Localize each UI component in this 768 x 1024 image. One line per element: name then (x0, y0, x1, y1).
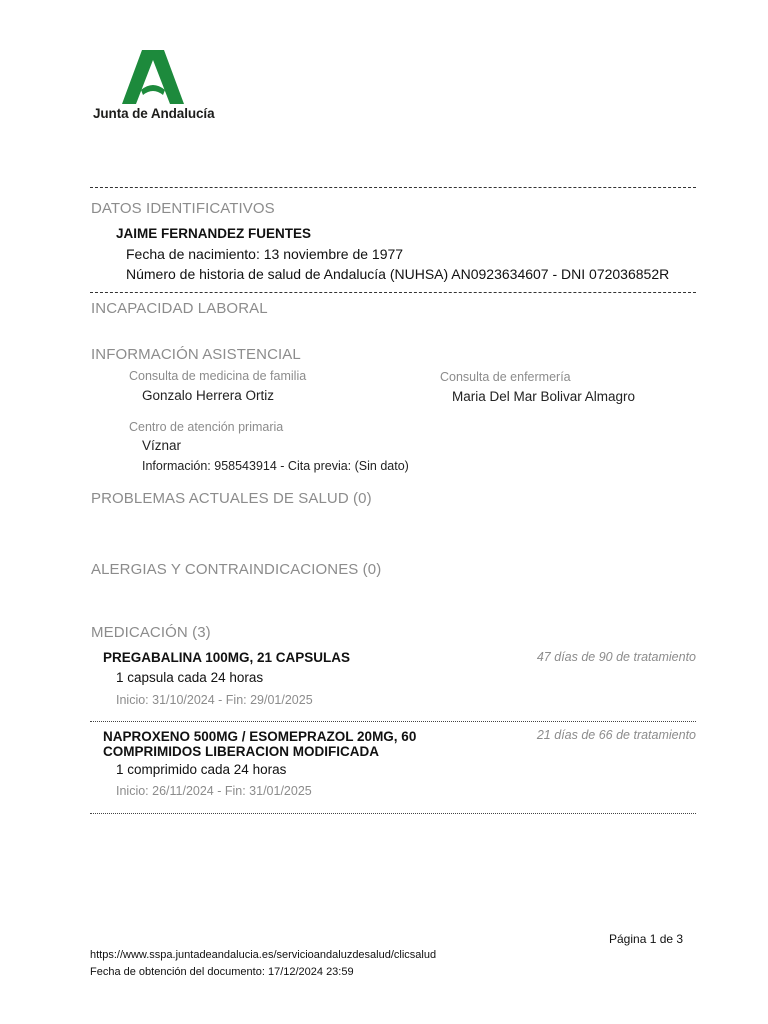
medication-dose: 1 comprimido cada 24 horas (116, 762, 287, 777)
family-doctor-name: Gonzalo Herrera Ortiz (142, 388, 275, 403)
allergies-heading: ALERGIAS Y CONTRAINDICACIONES (0) (91, 561, 382, 578)
health-record-number: Número de historia de salud de Andalucía (NUHSA) AN0923634607 - DNI 072036852R (126, 266, 670, 282)
nurse-name: Maria Del Mar Bolivar Almagro (452, 389, 636, 404)
page-number: Página 1 de 3 (609, 932, 684, 946)
primary-care-center: Víznar (142, 438, 182, 453)
primary-care-info: Información: 958543914 - Cita previa: (Sin dato) (142, 459, 409, 473)
birth-date: Fecha de nacimiento: 13 noviembre de 1977 (126, 246, 404, 262)
primary-care-label: Centro de atención primaria (129, 420, 284, 434)
divider (90, 721, 696, 722)
care-info-heading: INFORMACIÓN ASISTENCIAL (91, 346, 301, 363)
medication-name: PREGABALINA 100MG, 21 CAPSULAS (103, 650, 351, 665)
sick-leave-heading: INCAPACIDAD LABORAL (91, 300, 268, 317)
document-date: Fecha de obtención del documento: 17/12/2024 23:59 (90, 966, 354, 978)
family-medicine-label: Consulta de medicina de familia (129, 369, 307, 383)
logo-text: Junta de Andalucía (93, 106, 215, 121)
health-problems-heading: PROBLEMAS ACTUALES DE SALUD (0) (91, 490, 372, 507)
medication-dose: 1 capsula cada 24 horas (116, 670, 264, 685)
medication-name: NAPROXENO 500MG / ESOMEPRAZOL 20MG, 60 COMPRIMIDOS LIBERACION MODIFICADA (103, 729, 417, 759)
medication-heading: MEDICACIÓN (3) (91, 624, 211, 641)
treatment-days: 47 días de 90 de tratamiento (536, 650, 696, 664)
divider (90, 187, 696, 188)
divider (90, 813, 696, 814)
identification-heading: DATOS IDENTIFICATIVOS (91, 200, 275, 217)
source-url: https://www.sspa.juntadeandalucia.es/servicioandaluzdesalud/clicsalud (90, 949, 437, 961)
nursing-label: Consulta de enfermería (440, 370, 571, 384)
medication-dates: Inicio: 26/11/2024 - Fin: 31/01/2025 (116, 784, 312, 798)
divider (90, 292, 696, 293)
patient-name: JAIME FERNANDEZ FUENTES (116, 226, 312, 241)
junta-andalucia-logo-icon (122, 50, 184, 104)
medication-dates: Inicio: 31/10/2024 - Fin: 29/01/2025 (116, 693, 313, 707)
treatment-days: 21 días de 66 de tratamiento (536, 728, 696, 742)
